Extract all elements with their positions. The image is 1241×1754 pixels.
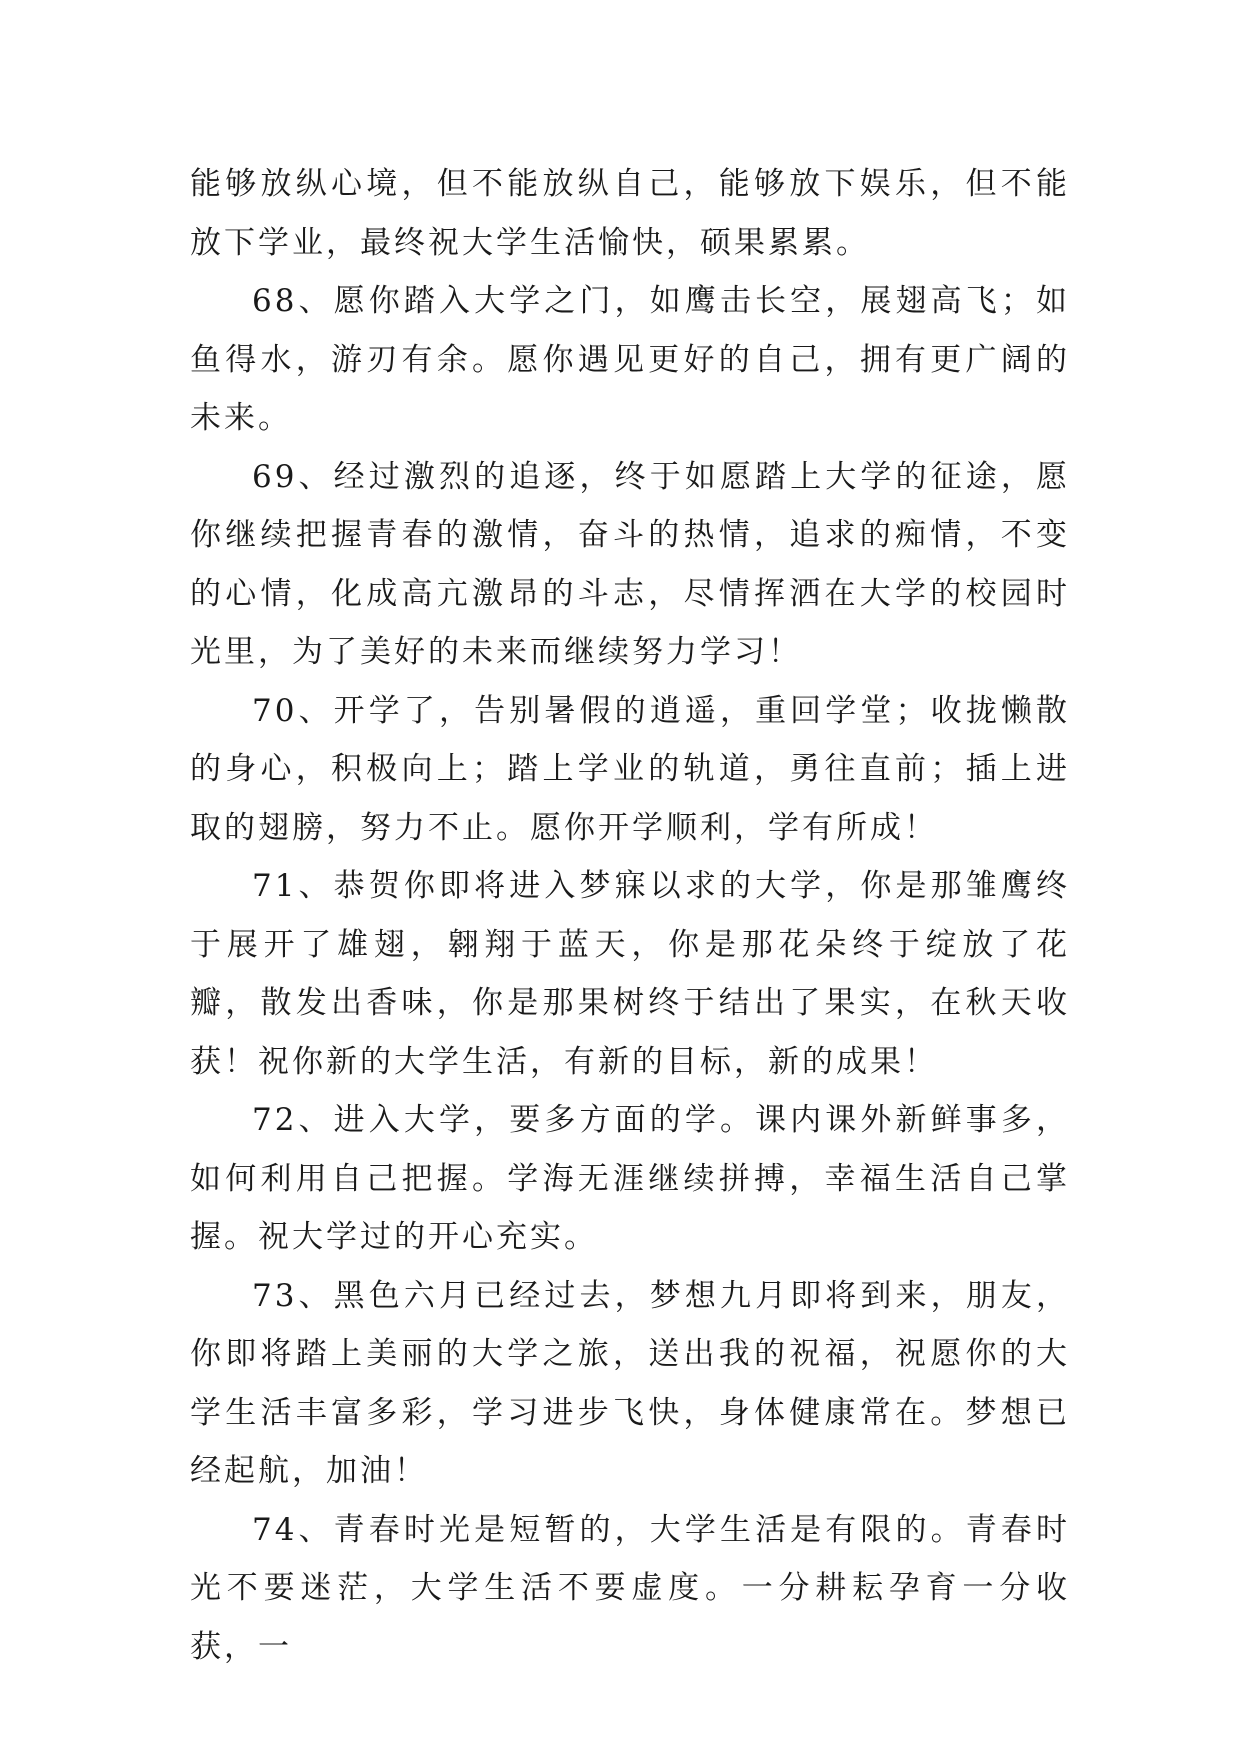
paragraph-69: 69、经过激烈的追逐，终于如愿踏上大学的征途，愿你继续把握青春的激情，奋斗的热情，追求的痴情，不变的心情，化成高亢激昂的斗志，尽情挥洒在大学的校园时光里，为了美好的未来而继续努力学习！ xyxy=(190,458,1070,670)
paragraph-continuation: 能够放纵心境，但不能放纵自己，能够放下娱乐，但不能放下学业，最终祝大学生活愉快，硕果累累。 xyxy=(190,166,1070,261)
paragraph-72: 72、进入大学，要多方面的学。课内课外新鲜事多，如何利用自己把握。学海无涯继续拼搏，幸福生活自己掌握。祝大学过的开心充实。 xyxy=(190,1102,1070,1255)
document-body xyxy=(190,155,1070,1676)
paragraph-73: 73、黑色六月已经过去，梦想九月即将到来，朋友，你即将踏上美丽的大学之旅，送出我的祝福，祝愿你的大学生活丰富多彩，学习进步飞快，身体健康常在。梦想已经起航，加油！ xyxy=(190,1277,1070,1489)
paragraph-74: 74、青春时光是短暂的，大学生活是有限的。青春时光不要迷茫，大学生活不要虚度。一分耕耘孕育一分收获，一 xyxy=(190,1511,1070,1665)
paragraph-71: 71、恭贺你即将进入梦寐以求的大学，你是那雏鹰终于展开了雄翅，翱翔于蓝天，你是那花朵终于绽放了花瓣，散发出香味，你是那果树终于结出了果实，在秋天收获！祝你新的大学生活，有新的目标，新的成果！ xyxy=(190,868,1070,1080)
paragraph-68: 68、愿你踏入大学之门，如鹰击长空，展翅高飞；如鱼得水，游刃有余。愿你遇见更好的自己，拥有更广阔的未来。 xyxy=(190,283,1070,436)
paragraph-70: 70、开学了，告别暑假的逍遥，重回学堂；收拢懒散的身心，积极向上；踏上学业的轨道，勇往直前；插上进取的翅膀，努力不止。愿你开学顺利，学有所成！ xyxy=(190,692,1070,846)
